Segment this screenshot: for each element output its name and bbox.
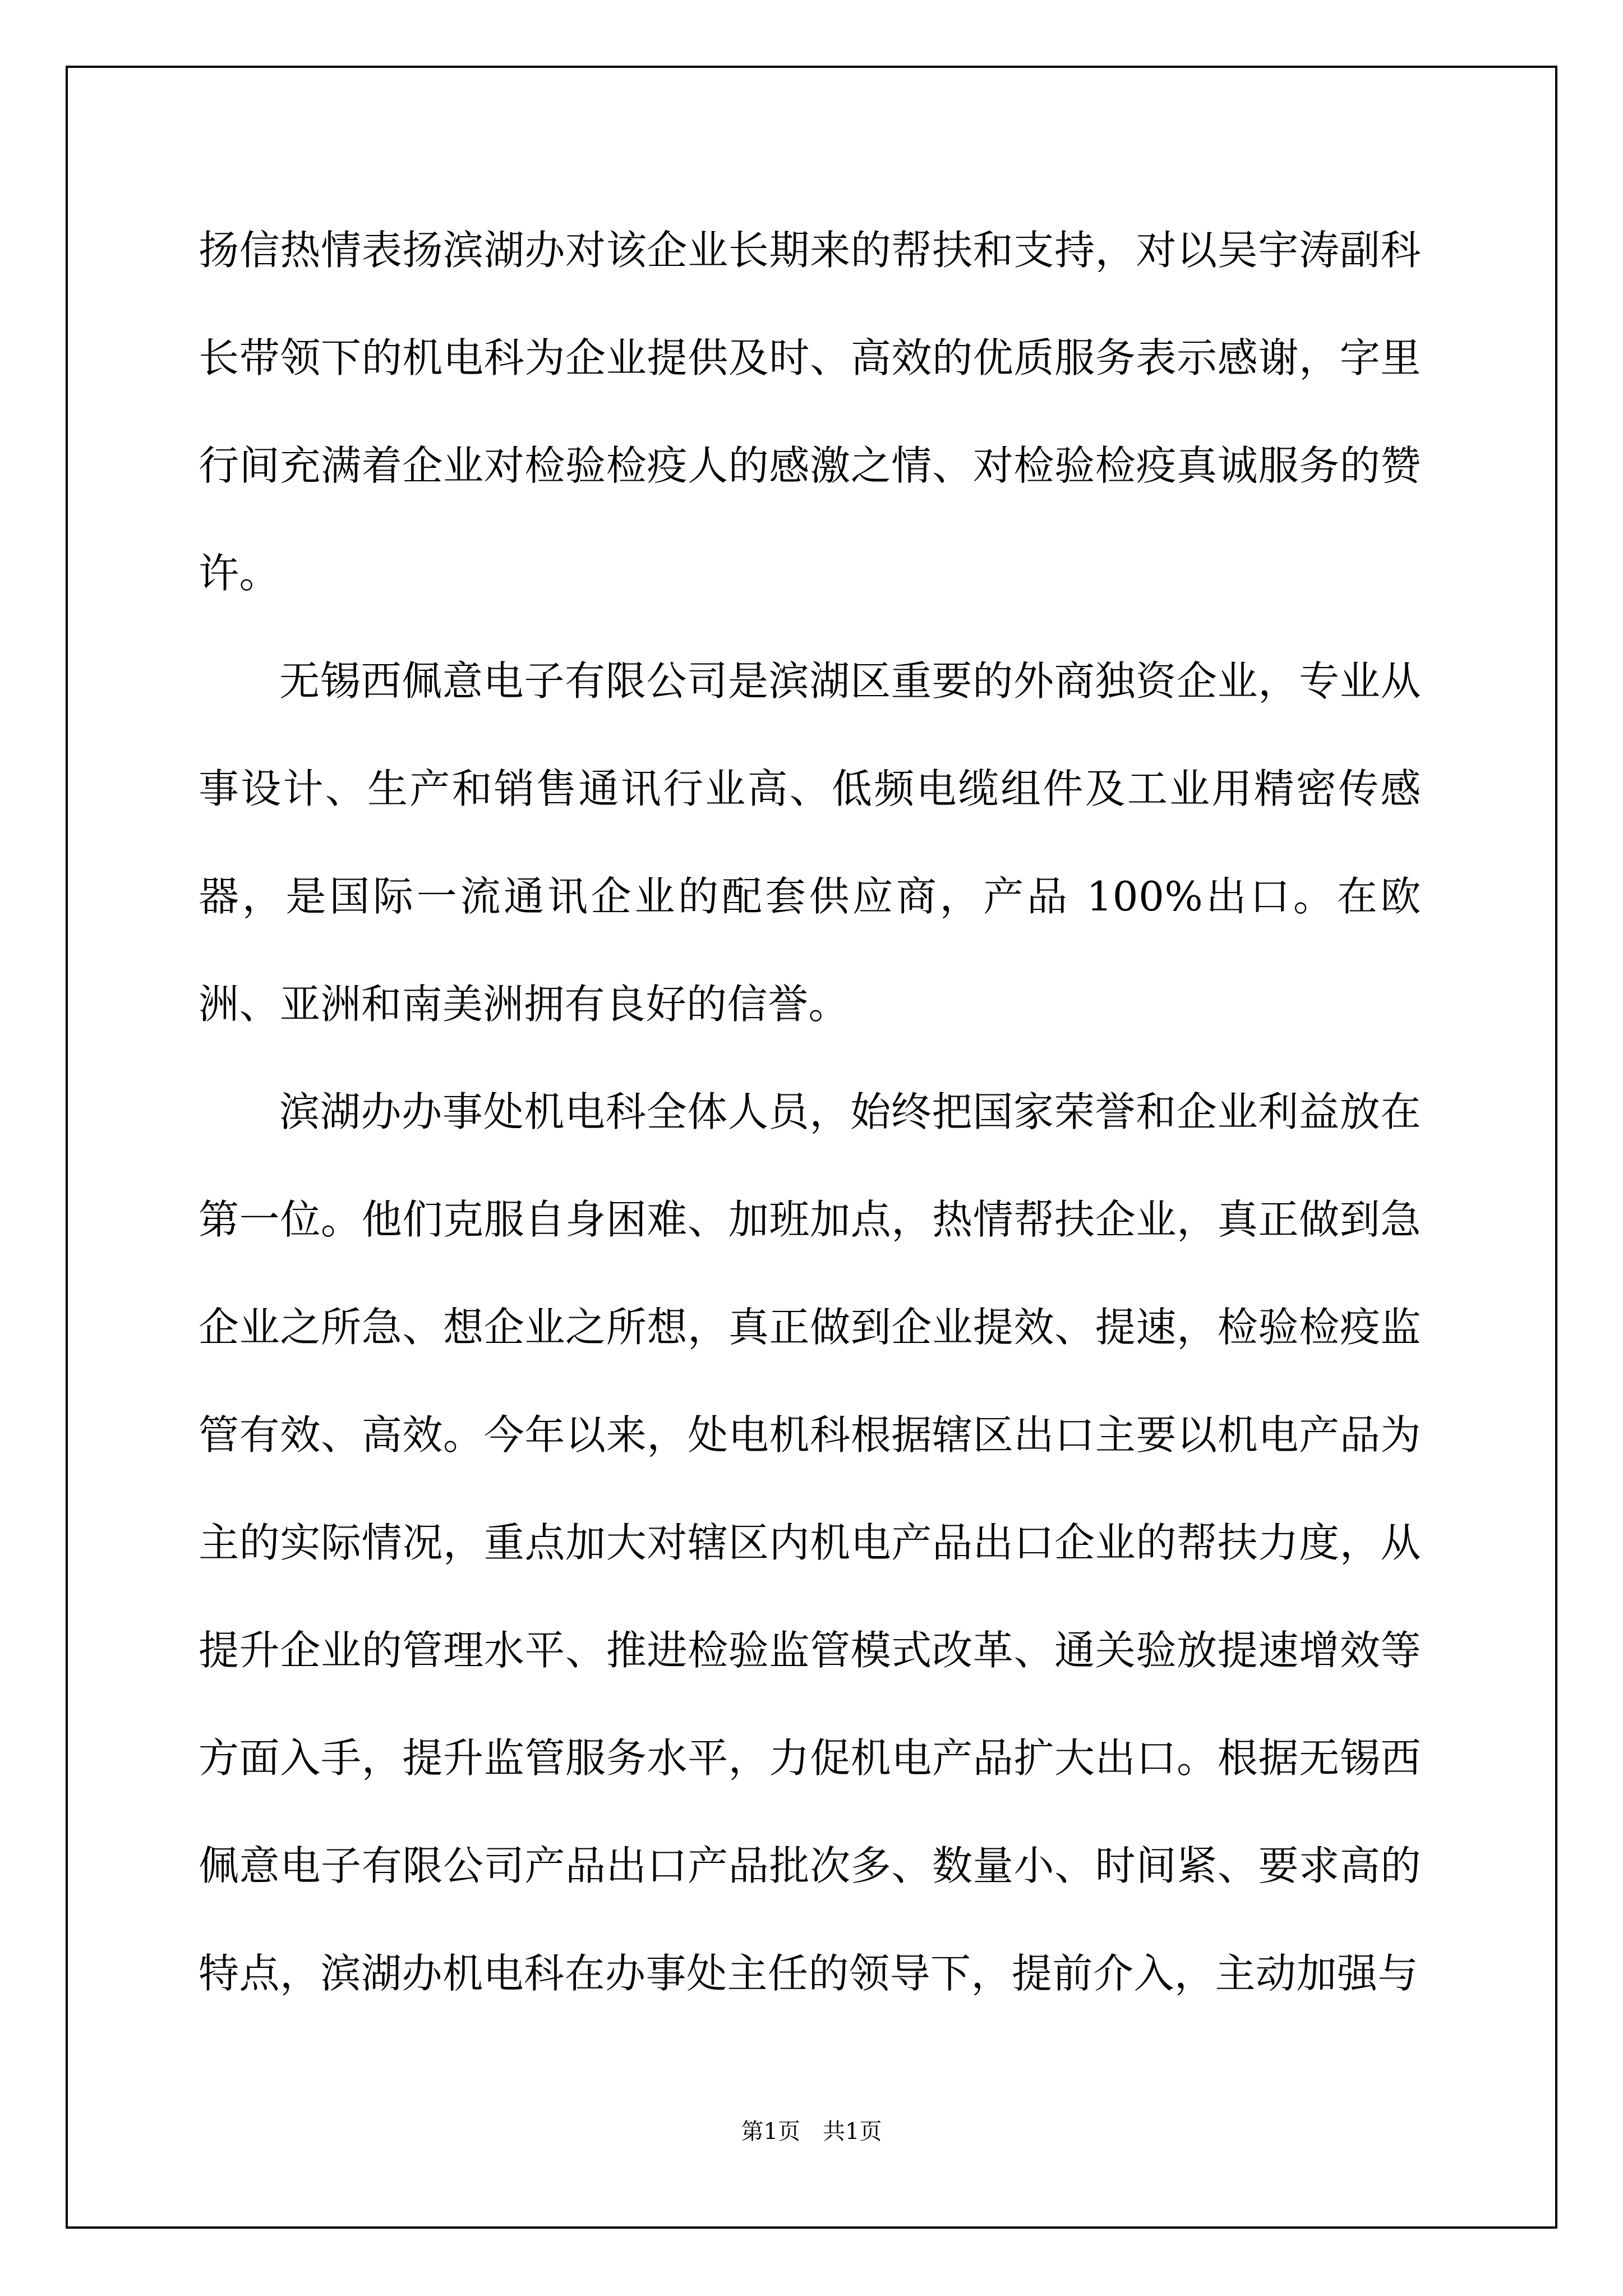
document-body <box>199 196 1421 2027</box>
paragraph-1: 扬信热情表扬滨湖办对该企业长期来的帮扶和支持，对以吴宇涛副科长带领下的机电科为企业提供及时、高效的优质服务表示感谢，字里行间充满着企业对检验检疫人的感激之情、对检验检疫真诚服务的赞许。 <box>199 227 1421 597</box>
paragraph-2: 无锡西佩意电子有限公司是滨湖区重要的外商独资企业，专业从事设计、生产和销售通讯行业高、低频电缆组件及工业用精密传感器，是国际一流通讯企业的配套供应商，产品 100%出口。在欧洲、亚洲和南美洲拥有良好的信誉。 <box>199 657 1421 1028</box>
paragraph-3: 滨湖办办事处机电科全体人员，始终把国家荣誉和企业利益放在第一位。他们克服自身困难、加班加点，热情帮扶企业，真正做到急企业之所急、想企业之所想，真正做到企业提效、提速，检验检疫监管有效、高效。今年以来，处电机科根据辖区出口主要以机电产品为主的实际情况，重点加大对辖区内机电产品出口企业的帮扶力度，从提升企业的管理水平、推进检验监管模式改革、通关验放提速增效等方面入手，提升监管服务水平，力促机电产品扩大出口。根据无锡西佩意电子有限公司产品出口产品批次多、数量小、时间紧、要求高的特点，滨湖办机电科在办事处主任的领导下，提前介入，主动加强与 <box>199 1088 1421 1997</box>
page-footer: 第1页 共1页 <box>741 2119 882 2145</box>
